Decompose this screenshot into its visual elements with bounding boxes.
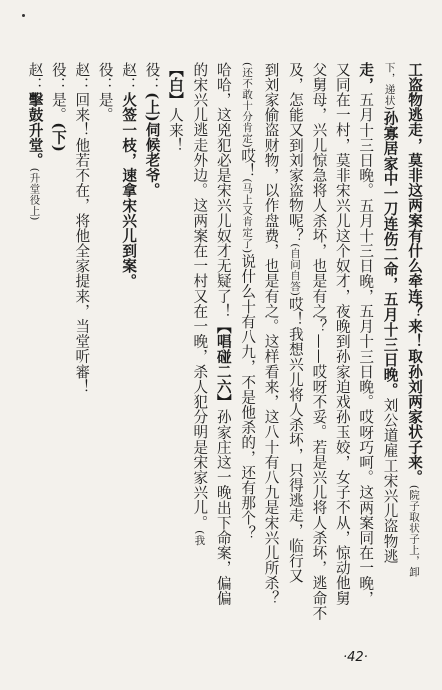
text-run: 又同在一村，莫非宋兴儿这个奴才，夜晚到孙家迫戏孙玉姣，女子不从，惊动他舅 [333,62,351,606]
vertical-text-block [22,62,426,632]
text-run: 赵： [26,62,44,93]
text-run: 赵： [120,62,138,93]
text-run: 擊鼓升堂。 [26,92,44,168]
text-run: 刘公道雇工宋兴儿盗物逃 [381,397,399,564]
text-run: 父舅母，兴儿惊急将人杀坏，也是有之？——哎呀不妥。若是兴儿将人杀坏，逃命不 [310,62,328,621]
page-number: ·42· [343,650,368,665]
text-run: 说什么十有八九，不是他杀的，还有那个？ [239,253,257,541]
text-column [402,62,426,632]
text-run: 火签一枝，速拿宋兴儿到案。 [120,92,138,289]
text-column [140,62,163,632]
text-column [235,62,259,632]
text-run: 【白】 [166,62,184,108]
text-column [259,62,282,632]
text-column [307,62,330,632]
stage-direction: (还不敢十分肯定) [241,62,254,149]
stage-direction: (马上又肯定了) [241,178,254,254]
text-run: 役：是。 [49,62,67,123]
text-run: 孙家庄这一晚出下命案，偏偏 [214,409,232,606]
text-column [22,62,46,632]
stage-direction: (我 [193,530,206,546]
text-run: 的宋兴儿逃走外边。这两案在一村又在一晚，杀人犯分明是宋家兴儿。 [191,62,209,531]
text-column [164,62,187,632]
text-run: 五月十三日晚。五月十三日晚，五月十三日晚。哎呀巧呵。这两案同在一晚， [357,92,375,606]
text-column [330,62,353,632]
stage-direction: (升堂役上) [28,167,41,221]
stage-direction: (院子取状子上，卸 [408,484,420,578]
text-run: 工盗物逃走，莫非这两案有什么牵连？来！取孙刘两家状子来。 [406,62,423,485]
page-speck [22,14,25,17]
text-run: 走， [357,62,375,93]
text-run: 哎！ [239,148,257,179]
text-column [47,62,70,632]
text-run: 哎！我想兴儿将人杀坏，只得逃走，临行又 [286,296,304,584]
text-column [187,62,211,632]
text-run: 役：是。 [96,62,114,123]
text-column [70,62,93,632]
stage-direction: 下，递状) [383,62,396,111]
text-column [211,62,234,632]
text-column [283,62,307,632]
stage-direction: (自问自答) [288,243,301,297]
text-run: 【唱碰二六】 [214,318,232,410]
text-run: 及，怎能又到刘家盗物呢？ [286,62,304,244]
text-run: 人来！ [166,107,184,153]
text-run: 到刘家偷盗财物，以作盘费，也是有之。这样看来，这八十有八九是宋兴儿所杀？ [262,62,280,606]
text-column [377,62,401,632]
text-column [117,62,140,632]
text-run: 孙寡居家中一刀连伤二命，五月十三日晚。 [381,110,399,398]
text-run: (下) [49,122,67,153]
text-run: 赵：回来！他若不在，将他全家提来，当堂听審！ [73,62,91,395]
text-column [93,62,116,632]
text-column [354,62,377,632]
text-run: 役： [143,62,161,93]
text-run: 哈哈，这兇犯必是宋兴儿奴才无疑了！ [214,62,232,319]
text-run: (上)伺候老爷。 [143,92,161,198]
